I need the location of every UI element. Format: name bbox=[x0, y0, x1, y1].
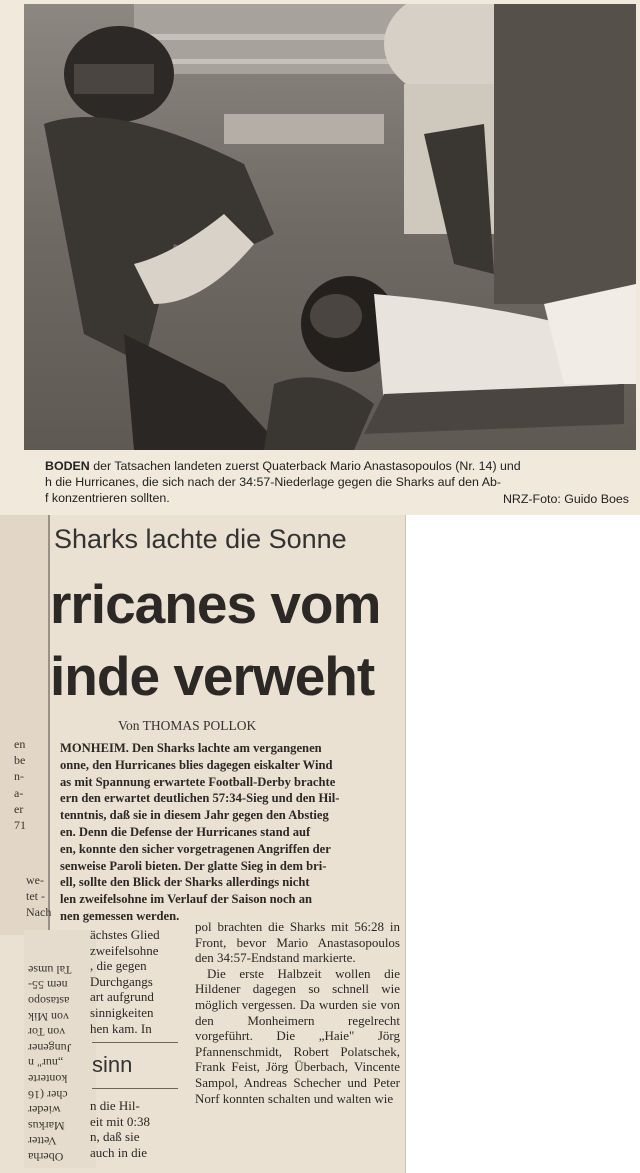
caption-line-3: f konzentrieren sollten. bbox=[45, 491, 170, 505]
photo-credit: NRZ-Foto: Guido Boes bbox=[502, 492, 629, 506]
flipped-line: Jungener bbox=[28, 1040, 72, 1055]
fragment-line: 71 bbox=[14, 818, 26, 833]
caption-line-1: der Tatsachen landeten zuerst Quaterback Mario Anastasopoulos (Nr. 14) und bbox=[89, 459, 521, 473]
upside-down-clipping-strip bbox=[24, 930, 96, 1168]
lead-paragraph bbox=[60, 740, 400, 925]
lead-line: nen gemessen werden. bbox=[60, 908, 180, 923]
column-paragraph: Die erste Halbzeit wollen die Hildener dagegen so schnell wie möglich vergessen. Da wurden sie von den Monheimern regelrecht vorgeführt. Die „Haie" Jörg Pfannenschmidt, Robert Polatschek, Frank Feist, Jörg Überbach, Vincente Sampol, Andreas Schecher und Peter Norf konnten schalten und walten wie bbox=[195, 965, 400, 1106]
lead-line: senweise Paroli bieten. Der glatte Sieg in dem bri- bbox=[60, 858, 327, 873]
photo-caption bbox=[45, 458, 635, 506]
fragment-line: Nach bbox=[26, 905, 52, 920]
clipping-edge bbox=[405, 515, 406, 1173]
flipped-line: astasopo bbox=[28, 994, 70, 1009]
lead-line: as mit Spannung erwartete Football-Derby brachte bbox=[60, 774, 336, 789]
flipped-line: konterte bbox=[28, 1072, 68, 1087]
flipped-line: wieder bbox=[28, 1103, 61, 1118]
lead-line: ell, sollte den Blick der Sharks allerdings nicht bbox=[60, 875, 310, 890]
lead-line: en. Denn die Defense der Hurricanes stand auf bbox=[60, 824, 311, 839]
fragment-line: a- bbox=[14, 785, 24, 800]
flipped-line: Vetter bbox=[28, 1134, 57, 1149]
lead-line: en, konnte den sicher vorgetragenen Angriffen der bbox=[60, 841, 331, 856]
lead-line: MONHEIM. Den Sharks lachte am vergangenen bbox=[60, 741, 322, 755]
column-line: sinnigkeiten bbox=[90, 1004, 154, 1020]
subheading-rule-bottom bbox=[92, 1088, 178, 1089]
fragment-line: er bbox=[14, 801, 24, 816]
fragment-line: be bbox=[14, 753, 26, 768]
subheading-rule-top bbox=[92, 1042, 178, 1043]
article-column-middle bbox=[90, 927, 178, 1172]
upside-down-text bbox=[24, 930, 96, 1168]
fragment-line: we- bbox=[26, 873, 44, 887]
column-subheading: sinn bbox=[92, 1052, 133, 1077]
caption-line-2: h die Hurricanes, die sich nach der 34:57-Niederlage gegen die Sharks auf den Ab- bbox=[45, 475, 501, 489]
lead-line: onne, den Hurricanes blies dagegen eiskalter Wind bbox=[60, 757, 333, 772]
flipped-line: von Tor bbox=[28, 1025, 66, 1040]
column-line: zweifelsohne bbox=[90, 942, 159, 958]
flipped-line: cher (16 bbox=[28, 1087, 68, 1102]
left-column-fragment-lower bbox=[26, 872, 60, 921]
fragment-line: tet - bbox=[26, 889, 45, 904]
press-photo bbox=[24, 4, 636, 450]
main-headline-line-2: inde verweht bbox=[50, 645, 375, 707]
flipped-line: nem 55- bbox=[28, 978, 68, 993]
flipped-line: Tal umse bbox=[28, 962, 72, 977]
kicker-headline: Sharks lachte die Sonne bbox=[54, 524, 347, 554]
lead-line: tenntnis, daß sie in diesem Jahr gegen den Abstieg bbox=[60, 808, 329, 823]
lead-line: len zweifelsohne im Verlauf der Saison noch an bbox=[60, 892, 313, 907]
column-line: art aufgrund bbox=[90, 989, 154, 1005]
fragment-line: n- bbox=[14, 769, 24, 784]
column-line: hen kam. In bbox=[90, 1020, 152, 1036]
flipped-line: „nur" n bbox=[28, 1056, 64, 1071]
column-paragraph: pol brachten die Sharks mit 56:28 in Front, bevor Mario Anastasopoulos den 34:57-Endstand markierte. bbox=[195, 919, 400, 966]
column-line: auch in die bbox=[90, 1144, 148, 1160]
fragment-line: en bbox=[14, 737, 26, 751]
flipped-line: von Mik bbox=[28, 1009, 70, 1024]
column-line: , die gegen bbox=[90, 958, 147, 974]
byline: Von THOMAS POLLOK bbox=[118, 718, 257, 733]
column-line: n die Hil- bbox=[90, 1098, 140, 1114]
column-line: eit mit 0:38 bbox=[90, 1113, 150, 1129]
lead-line: ern den erwartet deutlichen 57:34-Sieg und den Hil- bbox=[60, 791, 340, 806]
caption-lead-word: BODEN bbox=[45, 459, 90, 473]
article-column-right bbox=[195, 919, 400, 1106]
column-line: n, daß sie bbox=[90, 1129, 140, 1145]
flipped-line: Markus bbox=[28, 1118, 65, 1133]
left-column-fragment bbox=[14, 736, 54, 833]
column-line: Durchgangs bbox=[90, 973, 153, 989]
main-headline-line-1: rricanes vom bbox=[50, 573, 381, 635]
flipped-line: Oberha bbox=[28, 1150, 64, 1164]
column-line: ächstes Glied bbox=[90, 927, 160, 942]
